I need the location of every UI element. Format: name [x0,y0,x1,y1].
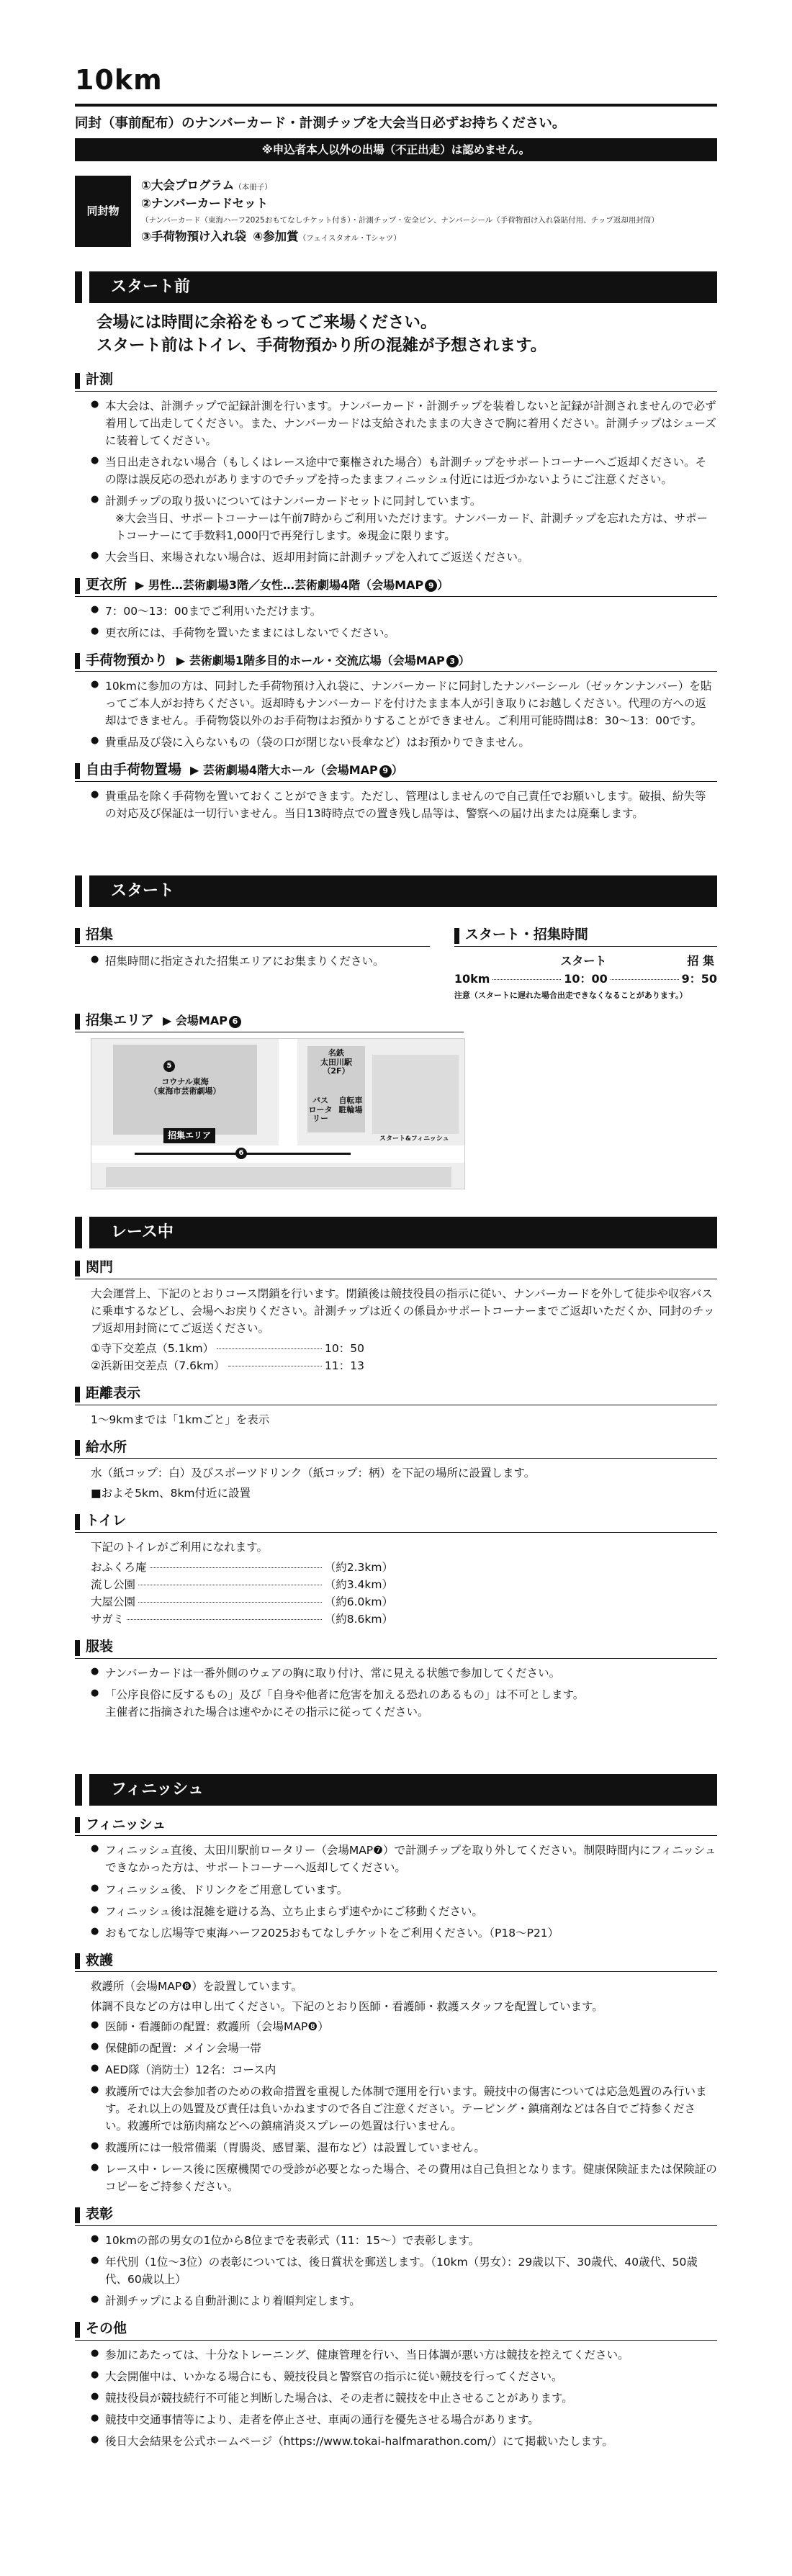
timing-list [75,397,717,566]
subsection-title: 計測 [86,371,114,388]
list-item: ● 救護所では大会参加者のための救命措置を重視した体制で運用を行います。競技中の傷害については応急処置のみ行います。それ以上の処置及び責任は負いかねますので各自ご注意ください。テーピング・鎮痛剤などは各自でご持参ください。救護所では筋肉痛などへの鎮痛消炎スプレーの処置は行いません。 [91,2083,717,2135]
list-item: ● 大会当日、来場されない場合は、返却用封筒に計測チップを入れてご返送ください。 [91,549,717,566]
item-number-card-note: （ナンバーカード（東海ハーフ2025おもてなしチケット付き）・計測チップ・安全ピン、ナンバーシール（手荷物預け入れ袋貼付用、チップ返却用封筒） [141,216,659,225]
subsection-water [75,1438,717,1459]
toilet-row: 流し公園 （約3.4km） [91,1578,393,1591]
item-program-note: （本冊子） [234,183,272,192]
subsection-distance [75,1384,717,1405]
enclosed-items-label: 同封物 [75,176,131,247]
free-baggage-list [75,788,717,822]
changing-room-list [75,603,717,641]
toilet-body [75,1539,717,1628]
map-number-badge: 6 [229,1016,241,1028]
item-prize: ④参加賞 [253,229,299,243]
section-finish [75,1774,717,2450]
subsection-title: 関門 [86,1259,114,1276]
checkpoint-row-2: ②浜新田交差点（7.6km） 11：13 [91,1359,364,1372]
subsection-title: スタート・招集時間 [464,927,588,943]
checkpoint-text: 大会運営上、下記のとおりコース閉鎖を行います。閉鎖後は競技役員の指示に従い、ナンバーカードを外して徒歩や収容バスに乗車するなどし、会場へお戻りください。計測チップは近くの係員かサポートコーナーまでご返却いただくか、同封のチップ返却用封筒にてご返送ください。 [91,1287,715,1335]
section-header-finish: フィニッシュ [82,1774,717,1806]
subsection-timing [75,371,717,392]
first-aid-list [75,2018,717,2195]
section-header-before-start: スタート前 [82,271,717,303]
list-item: ● 参加にあたっては、十分なトレーニング、健康管理を行い、当日体調が悪い方は競技を控えてください。 [91,2346,717,2364]
list-item: ● 本大会は、計測チップで記録計測を行います。ナンバーカード・計測チップを装着しないと記録が計測されませんので必ず着用して出走してください。また、ナンバーカードは支給されたままの大きさで胸に着用ください。計測チップはシューズに装着してください。 [91,397,717,449]
schedule-row [454,970,717,988]
list-item: ● 当日出走されない場合（もしくはレース途中で棄権された場合）も計測チップをサポートコーナーへご返却ください。その際は誤反応の恐れがありますのでチップを持ったままフィニッシュ付近には近づかないようにご注意ください。 [91,454,717,488]
assembly-list [75,953,430,970]
subsection-title: 自由手荷物置場 [86,762,182,778]
toilet-row: サガミ （約8.6km） [91,1613,393,1626]
schedule-row-call: 9：50 [681,971,718,986]
list-item: ● 医師・看護師の配置：救護所（会場MAP❽） [91,2018,717,2035]
list-item: ● 後日大会結果を公式ホームページ（https://www.tokai-halfmarathon.com/）にて掲載いたします。 [91,2433,717,2450]
alert-banner: ※申込者本人以外の出場（不正出走）は認めません。 [75,138,717,161]
subsection-toilet [75,1512,717,1533]
list-item-note: ※大会当日、サポートコーナーは午前7時からご利用いただけます。ナンバーカード、計測チップを忘れた方は、サポートコーナーにて手数料1,000円で再発行します。※現金に限ります。 [115,511,708,542]
map-area-badge: 6 [235,1148,247,1159]
subsection-assembly [75,926,430,947]
toilet-row: 大屋公園 （約6.0km） [91,1595,393,1609]
finish-list [75,1842,717,1941]
subsection-title: 手荷物預かり [86,652,168,668]
list-item: ● 「公序良俗に反するもの」及び「自身や他者に危害を加える恐れのあるもの」は不可とします。 主催者に指摘された場合は速やかにその指示に従ってください。 [91,1686,717,1721]
subsection-title: トイレ [86,1513,127,1529]
schedule-header [454,953,717,970]
enclosed-items-box [75,176,717,247]
map-assembly-area-label: 招集エリア [163,1128,215,1143]
page-title: 10km [75,65,717,107]
schedule-col-call: 招 集 [687,953,714,968]
section-race [75,1217,717,1721]
map-bike-label: 自転車 駐輪場 [338,1096,363,1114]
item-number-card-set: ②ナンバーカードセット [141,196,269,210]
list-item: ● フィニッシュ後、ドリンクをご用意しています。 [91,1881,717,1899]
distance-text: 1～9kmまでは「1kmごと」を表示 [91,1413,270,1426]
subsection-title: その他 [86,2320,127,2337]
list-item: ● 救護所には一般常備薬（胃腸炎、感冒薬、湿布など）は設置していません。 [91,2139,717,2156]
before-start-lead [75,312,717,358]
subsection-baggage [75,652,717,672]
first-aid-text-1: 救護所（会場MAP❽）を設置しています。 [91,1980,302,1994]
first-aid-text-2: 体調不良などの方は申し出てください。下記のとおり医師・看護師・救護スタッフを配置しています。 [91,2000,603,2014]
subsection-changing-room [75,576,717,597]
subsection-schedule [454,926,717,947]
subsection-title: 更衣所 [86,576,127,593]
subsection-title: 救護 [86,1952,114,1968]
schedule-col-start: スタート [560,953,607,968]
list-item: ● 年代別（1位～3位）の表彰については、後日賞状を郵送します。（10km（男女）：29歳以下、30歳代、40歳代、50歳代、60歳以上） [91,2253,717,2288]
list-item: ● ナンバーカードは一番外側のウェアの胸に取り付け、常に見える状態で参加してください。 [91,1665,717,1682]
subsection-location: ▶ 芸術劇場1階多目的ホール・交流広場（会場MAP 3 ） [176,653,470,667]
section-header-start: スタート [82,875,717,907]
list-item: ● フィニッシュ後は混雑を避ける為、立ち止まらず速やかにご移動ください。 [91,1903,717,1920]
lead-line-2: スタート前はトイレ、手荷物預かり所の混雑が予想されます。 [96,336,547,356]
lead-line-1: 会場には時間に余裕をもってご来場ください。 [96,313,437,333]
list-item: ● 更衣所には、手荷物を置いたままにはしないでください。 [91,624,717,641]
list-item: ● 計測チップによる自動計測により着順判定します。 [91,2292,717,2310]
subsection-clothing [75,1638,717,1659]
subsection-awards [75,2205,717,2226]
subsection-title: 服装 [86,1639,114,1655]
toilet-text: 下記のトイレがご利用になれます。 [91,1540,268,1554]
subsection-title: 給水所 [86,1438,127,1455]
item-bag: ③手荷物預け入れ袋 [141,229,246,243]
assembly-area-map [91,1038,465,1189]
section-before-start [75,271,717,822]
map-bus-label: バス ロータリー [308,1096,333,1124]
intro-text: 同封（事前配布）のナンバーカード・計測チップを大会当日必ずお持ちください。 [75,115,566,131]
list-item: ● AED隊（消防士）12名：コース内 [91,2061,717,2079]
list-item: ● 貴重品を除く手荷物を置いておくことができます。ただし、管理はしませんので自己責任でお願いします。破損、紛失等の対応及び保証は一切行いません。当日13時時点での置き残し品等は、警察への届け出または廃棄します。 [91,788,717,822]
subsection-title: 招集エリア [86,1012,155,1029]
clothing-list [75,1665,717,1721]
map-number-badge: 9 [425,580,437,592]
list-item [91,492,717,544]
list-item: ● レース中・レース後に医療機関での受診が必要となった場合、その費用は自己負担となります。健康保険証または保険証のコピーをご持参ください。 [91,2161,717,2195]
section-start [75,875,717,1189]
list-item: ● 7：00～13：00までご利用いただけます。 [91,603,717,620]
subsection-checkpoint [75,1258,717,1279]
awards-list [75,2232,717,2310]
schedule-row-start: 10：00 [564,971,608,986]
schedule-note: 注意（スタートに遅れた場合出走できなくなることがあります。） [454,991,688,1001]
list-item: ● 大会開催中は、いかなる場合にも、競技役員と警察官の指示に従い競技を行ってください。 [91,2368,717,2385]
section-header-race: レース中 [82,1217,717,1248]
list-item-text: 計測チップの取り扱いについてはナンバーカードセットに同封しています。 [105,494,482,508]
list-item: ● 保健師の配置：メイン会場一帯 [91,2040,717,2057]
subsection-title: フィニッシュ [86,1816,166,1832]
item-prize-note: （フェイスタオル・Tシャツ） [298,233,401,243]
map-venue-badge: 5 [163,1060,175,1072]
subsection-assembly-area [75,1012,464,1032]
water-location: ■およそ5km、8km付近に設置 [91,1487,251,1500]
list-item: ● フィニッシュ直後、太田川駅前ロータリー（会場MAP❼）で計測チップを取り外してください。制限時間内にフィニッシュできなかった方は、サポートコーナーへ返却してください。 [91,1842,717,1876]
list-item: ● 招集時間に指定された招集エリアにお集まりください。 [91,953,430,970]
checkpoint-row-1: ①寺下交差点（5.1km） 10：50 [91,1341,364,1355]
subsection-free-baggage [75,761,717,782]
list-item: ● 貴重品及び袋に入らないもの（袋の口が閉じない長傘など）はお預かりできません。 [91,734,717,751]
baggage-list [75,677,717,751]
list-item: ● 競技中交通事情等により、走者を停止させ、車両の通行を優先させる場合があります。 [91,2411,717,2428]
subsection-title: 招集 [86,927,114,943]
subsection-location: ▶ 会場MAP 6 [163,1014,241,1032]
enclosed-items-list [131,176,659,247]
subsection-title: 距離表示 [86,1384,141,1401]
map-number-badge: 3 [446,655,459,667]
list-item: ● 10kmの部の男女の1位から8位までを表彰式（11：15～）で表彰します。 [91,2232,717,2249]
toilet-row: おふくろ庵 （約2.3km） [91,1560,393,1574]
map-station-label: 名鉄 太田川駅 （2F） [320,1048,352,1076]
subsection-finish [75,1816,717,1837]
subsection-first-aid [75,1952,717,1973]
subsection-other [75,2320,717,2341]
schedule-row-label: 10km [454,971,490,986]
map-venue-label: コウナル東海 （東海市芸術劇場） [149,1077,221,1096]
map-number-badge: 9 [379,765,392,778]
list-item: ● 10kmに参加の方は、同封した手荷物預け入れ袋に、ナンバーカードに同封したナンバーシール（ゼッケンナンバー）を貼ってご本人がお持ちください。返却時もナンバーカードを付けたまま本人が引き取りにお越しください。代理の方への返却はできません。手荷物袋以外のお手荷物はお預かりすることができません。ご利用可能時間は8：30～13：00です。 [91,677,717,729]
subsection-location: ▶ 男性…芸術劇場3階／女性…芸術劇場4階（会場MAP 9 ） [135,577,449,592]
map-start-finish-label: スタート&フィニッシュ [379,1135,449,1143]
checkpoint-body [75,1285,717,1374]
other-list [75,2346,717,2450]
subsection-title: 表彰 [86,2206,114,2223]
subsection-location: ▶ 芸術劇場4階大ホール（会場MAP 9 ） [190,763,403,778]
list-item: ● おもてなし広場等で東海ハーフ2025おもてなしチケットをご利用ください。（P18～P21） [91,1924,717,1942]
list-item: ● 競技役員が競技続行不可能と判断した場合は、その走者に競技を中止させることがあります。 [91,2390,717,2407]
water-text: 水（紙コップ：白）及びスポーツドリンク（紙コップ：柄）を下記の場所に設置します。 [91,1467,536,1480]
item-program: ①大会プログラム [141,179,235,193]
